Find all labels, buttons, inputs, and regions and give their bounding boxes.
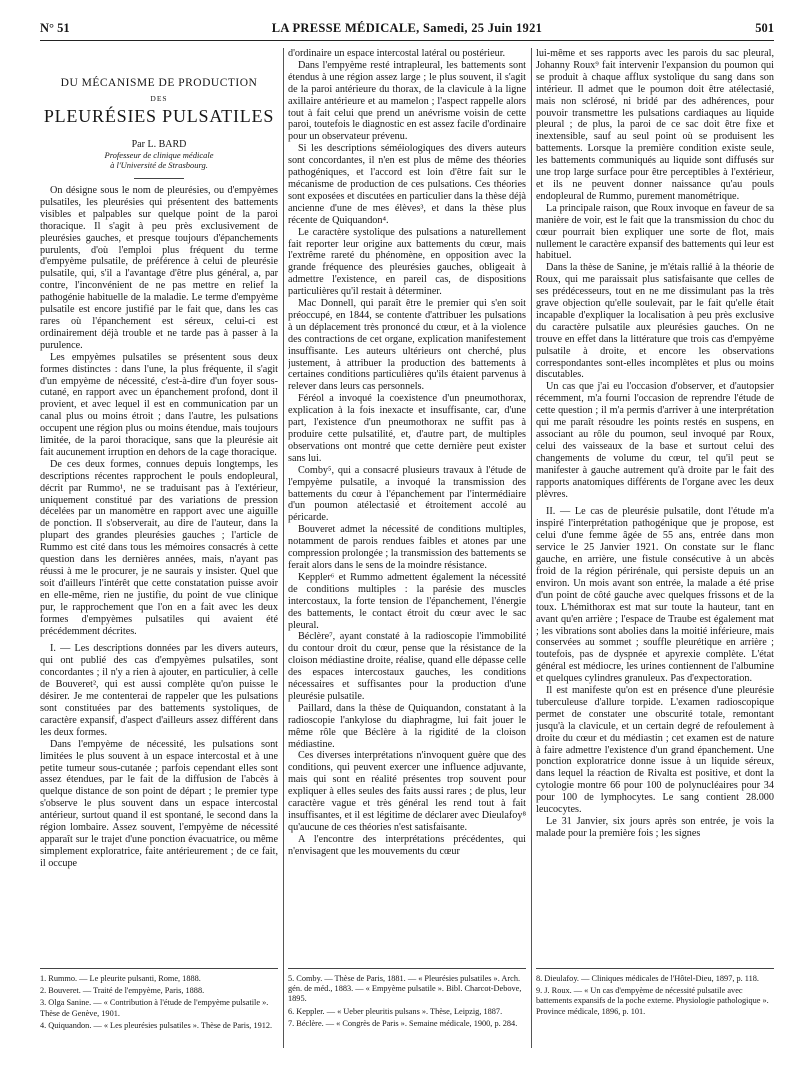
paragraph: Il est manifeste qu'on est en présence d'une pleurésie tuberculeuse d'allure torpide. L'examen radioscopique permet de constater une obscurité totale, remontant jusqu'à la clavicule, et un certain degré de refoulement à droite du cœur et du médiastin ; cet examen est de nature à faire admettre l'existence d'un grand épanchement. Une ponction exploratrice donne issue à un liquide séreux, dans lequel la réaction de Rivalta est positive, et dont la cytologie montre 66 pour 100 de polynucléaires pour 34 pour 100 de lymphocytes. Le sang contient 28.000 leucocytes. — [536, 685, 774, 816]
journal-title: LA PRESSE MÉDICALE, Samedi, 25 Juin 1921 — [271, 21, 543, 35]
paragraph: Dans la thèse de Sanine, je m'étais rallié à la théorie de Roux, qui me paraissait plus satisfaisante que celles de ses prédécesseurs, tout en ne me dissimulant pas la très grave objection qu'elle soulevait, par le fait qu'elle était incapable d'expliquer la localisation à peu près exclusive du caractère pulsatile aux pleurésies gauches. On ne trouve en effet dans la littérature que trois cas d'empyème pulsatile à droite, et encore les observations correspondantes sont-elles incomplètes et plus ou moins discutables. — [536, 262, 774, 381]
paragraph: Comby⁵, qui a consacré plusieurs travaux à l'étude de l'empyème pulsatile, a invoqué la transmission des battements du cœur à l'épanchement par l'intermédiaire d'un poumon atélectasié et étroitement accolé au péricarde. — [288, 464, 526, 524]
paragraph: lui-même et ses rapports avec les parois du sac pleural, Johanny Roux⁹ fait intervenir l'expansion du poumon qui se produit à chaque afflux systolique du sang dans son intérieur. Il admet que le poumon doit être atélectasié, mais non sclérosé, ni bridé par des adhérences, pour pouvoir transmettre les pulsations cardiaques au liquide pleural ; de plus, la paroi de ce sac doit être fixe et inextensible, sauf au seul point où se produisent les battements. Lorsque la première condition existe seule, les battements communiqués au liquide sont diffusés sur une trop large surface pour être perceptibles à l'extérieur, et ils ne peuvent donner naissance qu'au pouls endopleural de Rummo, purement manométrique. — [536, 48, 774, 202]
article-columns — [40, 48, 774, 1048]
footnote: 3. Olga Sanine. — « Contribution à l'étude de l'empyème pulsatile ». Thèse de Genève, 1901. — [40, 998, 269, 1018]
paragraph: I. — Les descriptions données par les divers auteurs, qui ont publié des cas d'empyèmes pulsatiles, sont concordantes ; il n'y a rien à ajouter, en particulier, à celle de Bouveret², qui est aussi complète qu'on puisse le désirer. Je me contenterai de rappeler que les pulsations sont constituées par des battements systoliques, de caractère expansif, d'aspect d'ailleurs assez différent dans les deux formes. — [40, 643, 278, 738]
article-heading — [40, 76, 278, 179]
footnote: 8. Dieulafoy. — Cliniques médicales de l'Hôtel-Dieu, 1897, p. 118. — [536, 974, 760, 983]
paragraph: II. — Le cas de pleurésie pulsatile, dont l'étude m'a inspiré l'interprétation pathogénique que je propose, est celui d'une femme âgée de 55 ans, entrée dans mon service le 25 Janvier 1921. On constate sur le flanc gauche, en arrière, une fistule consécutive à un abcès froid de la région périrénale, qui persiste depuis un an environ. Un mois avant son entrée, la malade a été prise d'un point de côté gauche avec quelques frissons et de la toux. L'hémithorax est mat sur toute la hauteur, tant en avant qu'en arrière ; l'espace de Traube est également mat ; les vibrations sont abolies dans la moitié inférieure, mais conservées au sommet ; souffle pleurétique en arrière ; toutefois, pas de dyspnée et apyrexie complète. L'état général est médiocre, les urines contiennent de l'albumine et quelques cylindres granuleux. Pas d'expectoration. — [536, 506, 774, 685]
footnote-divider — [536, 968, 774, 969]
paragraph: Dans l'empyème resté intrapleural, les battements sont étendus à une région assez large ; le plus souvent, il s'agit de la paroi antérieure du thorax, de la clavicule à la ligne axillaire antérieure et au mamelon ; l'aspect rappelle alors tout à fait celui que prend un anévrisme voisin de cette paroi, toutefois le diagnostic en est assez facile d'ordinaire pour un observateur prévenu. — [288, 59, 526, 143]
paragraph: Un cas que j'ai eu l'occasion d'observer, et d'autopsier récemment, m'a fourni l'occasion de reprendre l'étude de cette question ; il m'a permis d'arriver à une interprétation qui me paraît résoudre les points restés en suspens, en associant au rôle du poumon, seul invoqué par Roux, celui des vaisseaux de la base et surtout celui des changements de volume du cœur, tel qu'il peut se manifester à gauche autrement qu'à droite par le fait des rapports anatomiques différents de l'organe avec les deux plèvres. — [536, 381, 774, 500]
paragraph: Dans l'empyème de nécessité, les pulsations sont limitées le plus souvent à un espace intercostal et à une petite tumeur sous-cutanée ; parfois cependant elles sont assez étendues, par le fait de la diffusion de l'abcès à quelque distance de son point de départ ; le premier type s'observe le plus souvent dans un espace intercostal antérieur, surtout quand il est spontané, le second dans la région lombaire. Assez souvent, l'empyème de nécessité apparaît sur le trajet d'une ponction évacuatrice, ou même simplement exploratrice, faite antérieurement ; de ce fait, il occupe — [40, 738, 278, 869]
column-1 — [40, 48, 278, 1048]
footnote: 5. Comby. — Thèse de Paris, 1881. — « Pleurésies pulsatiles ». Arch. gén. de méd., 1883. — « Empyème pulsatile ». Bibl. Charcot-Debove, 1895. — [288, 974, 522, 1004]
footnote: 9. J. Roux. — « Un cas d'empyème de nécessité pulsatile avec battements expansifs de la poche externe. Physiologie pathologique ». Province médicale, 1896, p. 101. — [536, 986, 769, 1016]
paragraph: Féréol a invoqué la coexistence d'un pneumothorax, explication à la fois inexacte et insuffisante, car, d'une part, l'existence d'un pneumothorax ne suffit pas à produire cette pulsatilité, et, d'autre part, de multiples observations ont montré que cette dernière peut exister sans lui. — [288, 393, 526, 464]
footnotes — [536, 974, 774, 1017]
footnote: 7. Béclère. — « Congrès de Paris ». Semaine médicale, 1900, p. 284. — [288, 1018, 518, 1028]
author-affiliation-1: Professeur de clinique médicale — [104, 150, 214, 160]
footnotes — [40, 974, 278, 1031]
article-title: PLEURÉSIES PULSATILES — [43, 106, 275, 126]
paragraph: d'ordinaire un espace intercostal latéral ou postérieur. — [288, 48, 506, 59]
paragraph: On désigne sous le nom de pleurésies, ou d'empyèmes pulsatiles, les pleurésies qui présentent des battements visibles et palpables sur quelque point de la paroi thoracique. Il s'agit à peu près exclusivement de pleurésies gauches, et presque toujours d'épanchements purulents, d'où l'emploi plus fréquent du terme d'empyème pulsatile, de préférence à celui de pleurésie pulsatile, qui, s'il a l'avantage d'être plus général, a, par contre, l'inconvénient de ne pas mettre en relief la pathogénie habituelle de la maladie. Le terme d'empyème pulsatile est encore justifié par le fait que, dans les cas rares où l'épanchement est séreux, celui-ci est ordinairement déjà trouble et ne tarde pas à passer à la purulence. — [40, 185, 278, 351]
paragraph: Ces diverses interprétations n'invoquent guère que des conditions, qui peuvent exercer une influence adjuvante, mais qui sont en réalité présentes trop souvent pour expliquer à elles seules des faits aussi rares ; de plus, leur caractère vague et très général les rend tout à fait insuffisantes, et il est légitime de déclarer avec Dieulafoy⁸ qu'aucune de ces théories n'est satisfaisante. — [288, 750, 526, 833]
paragraph: De ces deux formes, connues depuis longtemps, les descriptions récentes rapprochent le pouls endopleural, décrit par Rummo¹, ne se traduisant pas à l'extérieur, uniquement constitué par des variations de pression décelées par un manomètre en rapport avec une aiguille de ponction. Il s'observerait, au dire de l'auteur, dans la plupart des grandes pleurésies gauches ; l'article de Rummo est cité dans tous les mémoires consacrés à cette question dans les dernières années, mais, n'ayant pas réussi à me le procurer, je ne saurais y insister. Quel que soit d'ailleurs l'intérêt que cette constatation puisse avoir en elle-même, rien ne justifie, du point de vue clinique pur, le rapprochement que l'on en a fait avec les deux formes d'empyèmes pulsatiles qui avaient été précédemment décrites. — [40, 458, 278, 637]
heading-divider — [134, 178, 184, 179]
paragraph: Bouveret admet la nécessité de conditions multiples, notamment de parois rendues faibles et atones par une compression prolongée ; la transmission des battements se ferait alors dans le sens de la moindre résistance. — [288, 524, 526, 571]
page-header — [40, 18, 774, 41]
newspaper-page — [40, 18, 774, 1068]
paragraph: Keppler⁶ et Rummo admettent également la nécessité de conditions multiples : la parésie des muscles intercostaux, la forte tension de l'épanchement, l'énergie des battements, le contact étroit du cœur avec le sac pleural. — [288, 571, 526, 631]
article-author: Par L. BARD — [131, 139, 187, 150]
paragraph: Les empyèmes pulsatiles se présentent sous deux formes distinctes : dans l'une, la plus fréquente, il s'agit d'un empyème de nécessité, c'est-à-dire d'un foyer sous-cutané, en rapport avec un épanchement profond, dont il provient, et avec lequel il est en communication par un canal plus ou moins étroit ; dans l'autre, les pulsations occupent une région plus ou moins étendue, mais toujours limitée, de la paroi thoracique, sans que la pleurésie ait fait aucunement irruption en dehors de la cage thoracique. — [40, 351, 278, 458]
paragraph: Mac Donnell, qui paraît être le premier qui s'en soit préoccupé, en 1844, se contente d'attribuer les pulsations à un déplacement très prononcé du cœur, et à la violence des contractions de cet organe, explication manifestement insuffisante. Les auteurs ultérieurs ont cherché, plus justement, à attribuer la production des battements à certaines conditions particulières qu'ils étaient parvenus à relever dans leurs cas personnels. — [288, 298, 526, 393]
paragraph: Le 31 Janvier, six jours après son entrée, je vois la malade pour la première fois ; les signes — [536, 816, 774, 839]
footnote: 6. Keppler. — « Ueber pleuritis pulsans ». Thèse, Leipzig, 1887. — [288, 1006, 503, 1016]
footnote-divider — [288, 968, 526, 969]
column-rule — [531, 48, 532, 1048]
column-2 — [288, 48, 526, 1048]
paragraph: Béclère⁷, ayant constaté à la radioscopie l'immobilité du contour droit du cœur, pense que la résistance de la cloison médiastine droite, réalise, quand elle dépasse celle des espaces intercostaux gauches, les conditions nécessaires et suffisantes pour la production d'une pleurésie pulsatile. — [288, 631, 526, 702]
footnote: 1. Rummo. — Le pleurite pulsanti, Rome, 1888. — [40, 974, 201, 983]
paragraph: Le caractère systolique des pulsations a naturellement fait reporter leur origine aux battements du cœur, mais l'extrême rareté du phénomène, en opposition avec la grande fréquence des pleurésies gauches, obligeait à admettre l'existence, en pareil cas, de dispositions particulières qu'il restait à déterminer. — [288, 226, 526, 298]
paragraph: A l'encontre des interprétations précédentes, qui n'envisagent que les mouvements du cœur — [288, 833, 526, 857]
article-supertitle: DU MÉCANISME DE PRODUCTION — [60, 77, 258, 89]
paragraph: Si les descriptions séméiologiques des divers auteurs sont concordantes, il n'en est plus de même des théories pathogéniques, et l'accord est loin d'être fait sur le mécanisme de production de ces pulsations. Ces théories sont exposées et discutées en particulier dans la thèse déjà ancienne d'une de mes élèves³, et dans la thèse plus récente de Quiquandon⁴. — [288, 143, 526, 226]
article-connector: DES — [150, 94, 168, 103]
paragraph: La principale raison, que Roux invoque en faveur de sa manière de voir, est le fait que la transmission du choc du cœur pourrait bien expliquer une sorte de flot, mais nullement le caractère expansif des battements qui leur est habituel. — [536, 202, 774, 262]
page-number: 501 — [755, 21, 774, 35]
footnotes — [288, 974, 526, 1029]
footnote-divider — [40, 968, 278, 969]
footnote: 2. Bouveret. — Traité de l'empyème, Paris, 1888. — [40, 986, 205, 996]
footnote: 4. Quiquandon. — « Les pleurésies pulsatiles ». Thèse de Paris, 1912. — [40, 1020, 273, 1030]
column-rule — [283, 48, 284, 1048]
paragraph: Paillard, dans la thèse de Quiquandon, constatant à la radioscopie l'ankylose du diaphragme, lui fait jouer le même rôle que Béclère à la rigidité de la cloison médiastine. — [288, 702, 526, 750]
author-affiliation-2: à l'Université de Strasbourg. — [110, 160, 208, 170]
column-3 — [536, 48, 774, 1048]
issue-number: N° 51 — [40, 21, 70, 35]
